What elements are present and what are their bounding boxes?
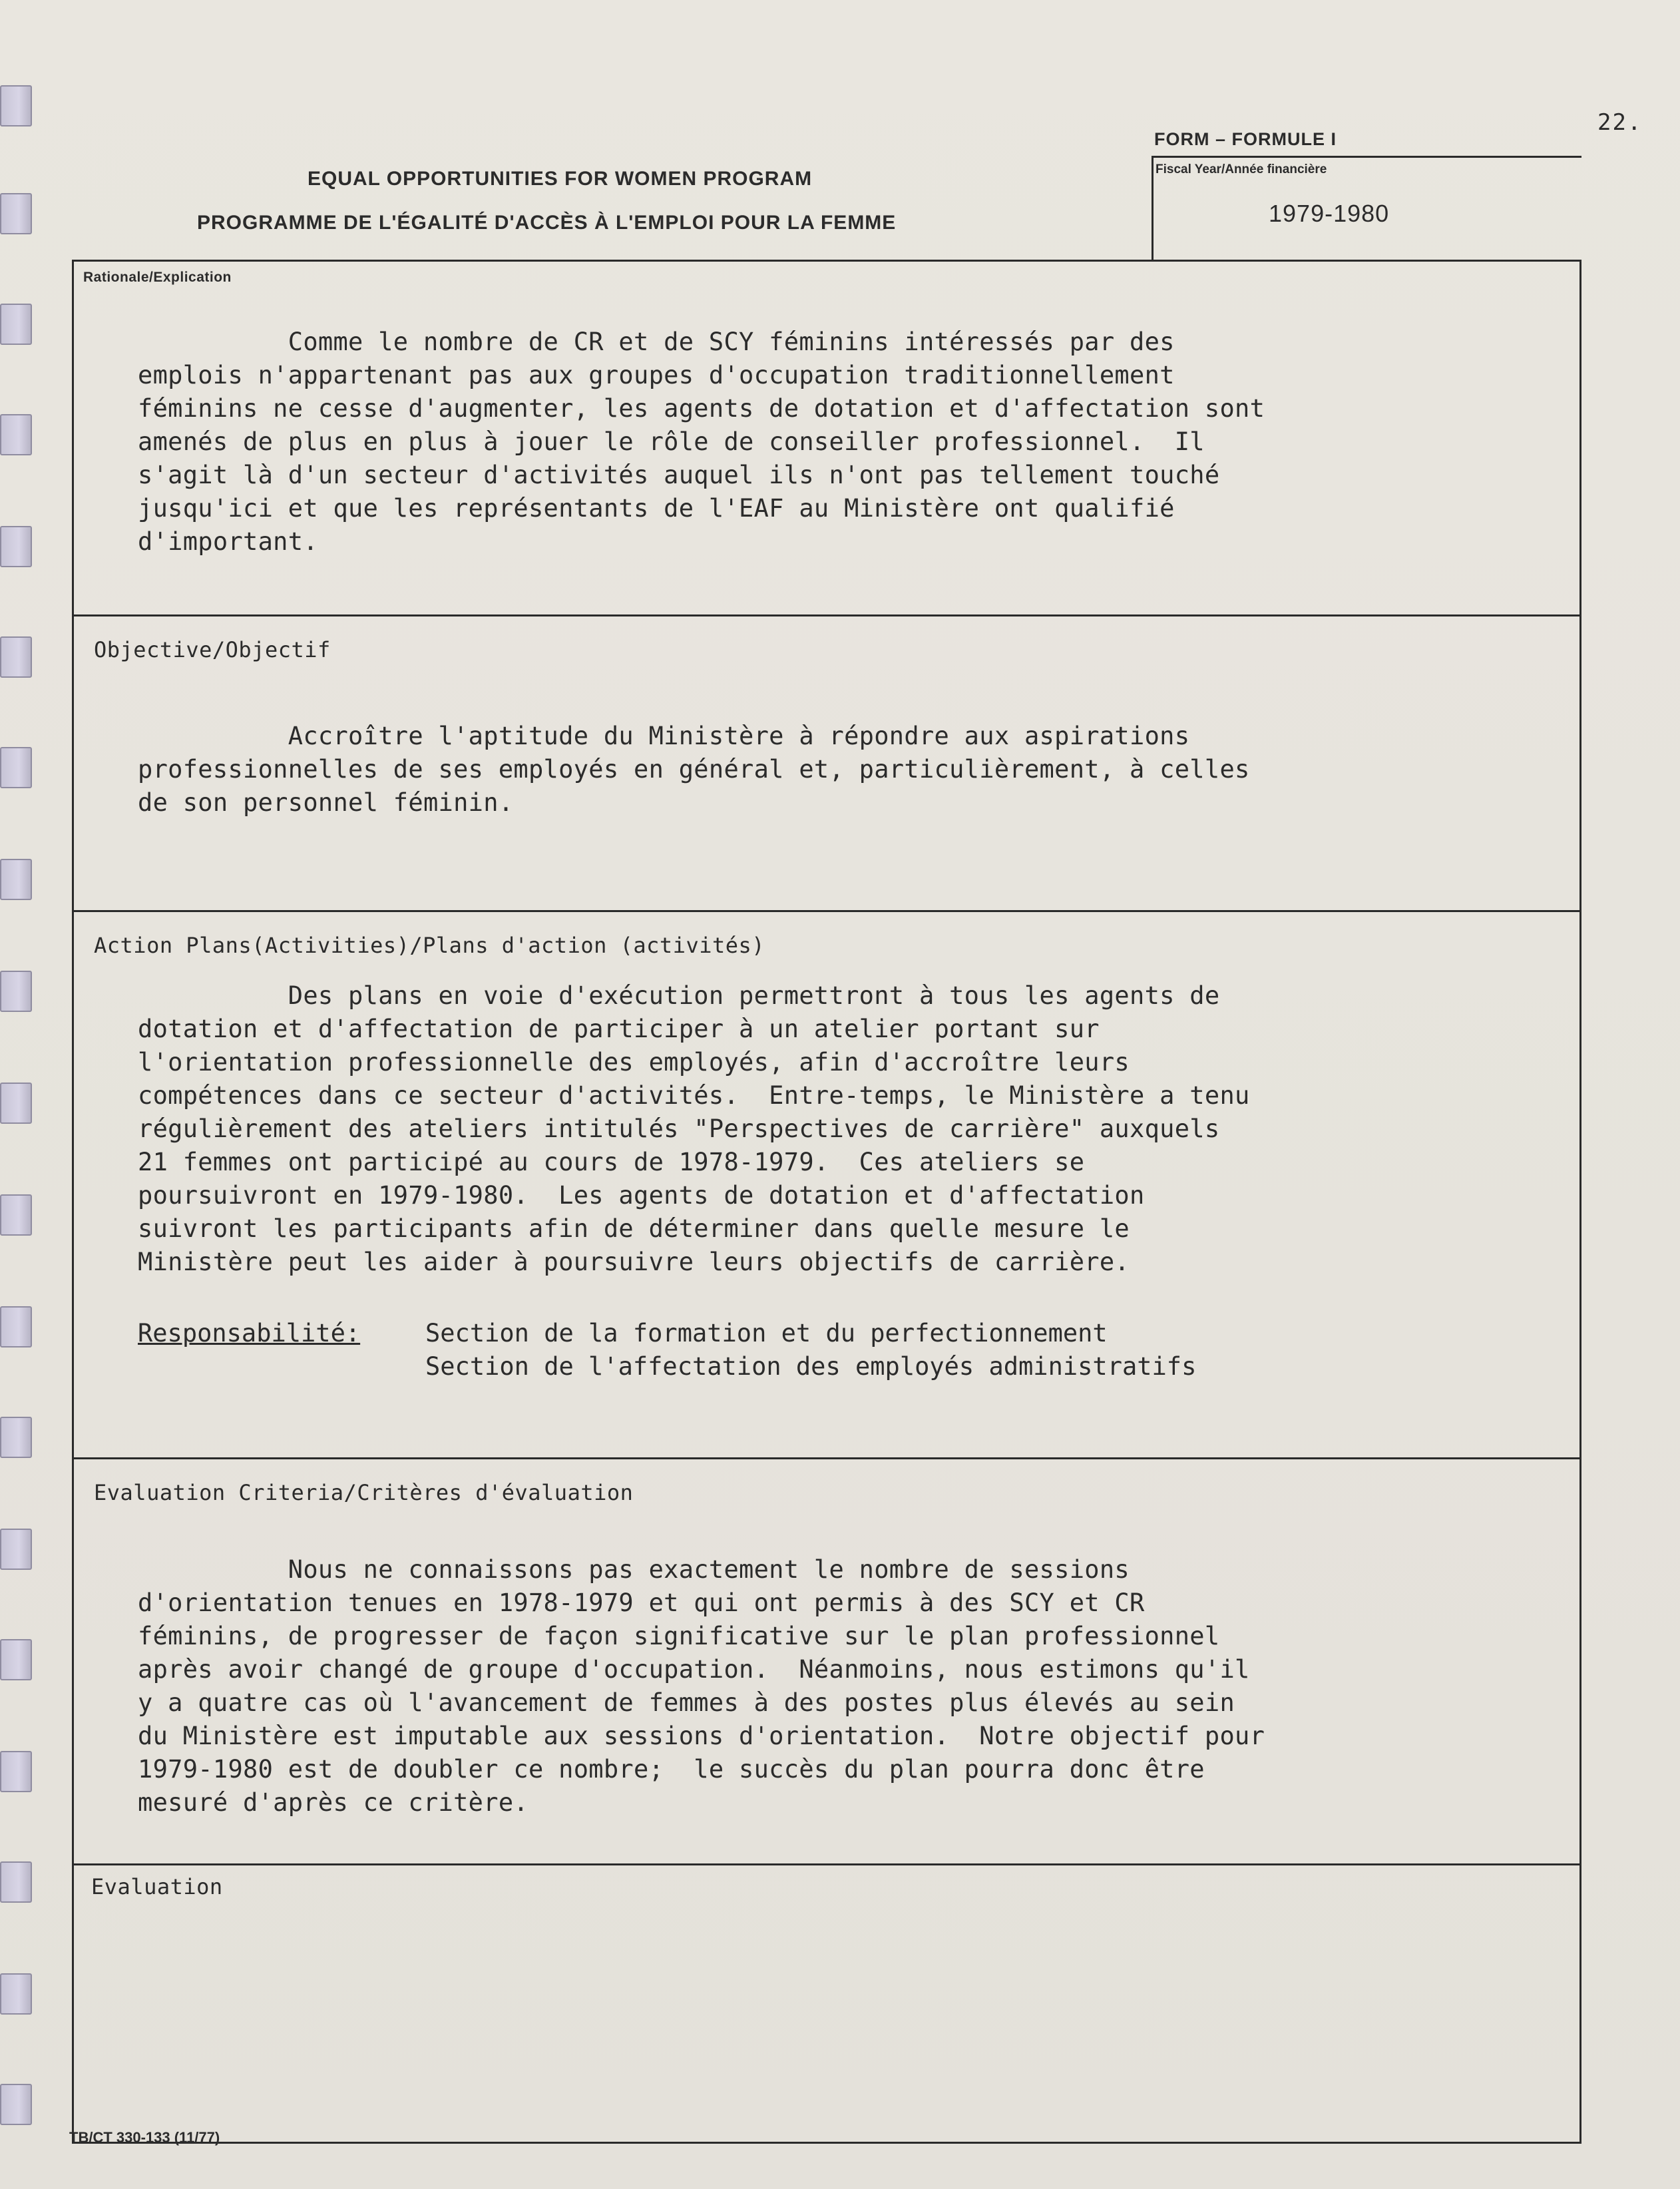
binder-ring: [0, 747, 32, 788]
section-divider: [74, 910, 1579, 912]
binder-ring: [0, 1083, 32, 1124]
binder-ring: [0, 859, 32, 900]
binder-ring: [0, 1529, 32, 1570]
divider: [1152, 156, 1581, 158]
binder-ring: [0, 1194, 32, 1236]
responsibility-line: Section de l'affectation des employés administratifs: [425, 1352, 1197, 1381]
action-plans-body: Des plans en voie d'exécution permettront à tous les agents de dotation et d'affectation de participer à un atelier portant sur l'orientation professionnelle des employés, afin d'accroître leurs compétences dans ce secteur d'activités. Entre-temps, le Ministère a tenu régulièrement des ateliers intitulés "Perspectives de carrière" auxquels 21 femmes ont participé au cours de 1978-1979. Ces ateliers se poursuivront en 1979-1980. Les agents de dotation et d'affectation suivront les participants afin de déterminer dans quelle mesure le Ministère peut les aider à poursuivre leurs objectifs de carrière.: [138, 981, 1250, 1276]
page-number: 22.: [1597, 109, 1643, 136]
binder-ring: [0, 1861, 32, 1903]
program-title-en: EQUAL OPPORTUNITIES FOR WOMEN PROGRAM: [308, 168, 813, 190]
section-divider: [74, 1457, 1579, 1459]
binder-ring: [0, 1639, 32, 1680]
binder-ring: [0, 1417, 32, 1458]
section-divider: [74, 1863, 1579, 1865]
binder-ring: [0, 636, 32, 678]
binder-ring: [0, 526, 32, 567]
rationale-body: Comme le nombre de CR et de SCY féminins intéressés par des emplois n'appartenant pas aux groupes d'occupation traditionnellement féminins ne cesse d'augmenter, les agents de dotation et d'affectation sont amenés de plus en plus à jouer le rôle de conseiller professionnel. Il s'agit là d'un secteur d'activités auquel ils n'ont pas tellement touché jusqu'ici et que les représentants de l'EAF au Ministère ont qualifié d'important.: [138, 328, 1265, 556]
form-frame: [72, 260, 1581, 2144]
form-code: TB/CT 330-133 (11/77): [69, 2129, 220, 2146]
binder-rings: [0, 0, 40, 2189]
divider: [1152, 156, 1154, 260]
binder-ring: [0, 193, 32, 234]
objective-body: Accroître l'aptitude du Ministère à répondre aux aspirations professionnelles de ses employés en général et, particulièrement, à celles de son personnel féminin.: [138, 722, 1250, 817]
binder-ring: [0, 85, 32, 126]
objective-heading: Objective/Objectif: [94, 637, 331, 662]
binder-ring: [0, 971, 32, 1012]
form-label: FORM – FORMULE I: [1154, 129, 1337, 149]
program-title-fr: PROGRAMME DE L'ÉGALITÉ D'ACCÈS À L'EMPLOI POUR LA FEMME: [197, 212, 897, 234]
binder-ring: [0, 304, 32, 345]
responsibility-label: Responsabilité:: [138, 1319, 361, 1347]
responsibility-line: Section de la formation et du perfectionnement: [425, 1319, 1108, 1347]
rationale-heading: Rationale/Explication: [83, 270, 232, 285]
action-plans-heading: Action Plans(Activities)/Plans d'action (activités): [94, 933, 765, 958]
fiscal-year-label: Fiscal Year/Année financière: [1155, 162, 1327, 176]
evaluation-criteria-body: Nous ne connaissons pas exactement le nombre de sessions d'orientation tenues en 1978-1979 et qui ont permis à des SCY et CR féminins, de progresser de façon significative sur le plan professionnel après avoir changé de groupe d'occupation. Néanmoins, nous estimons qu'il y a quatre cas où l'avancement de femmes à des postes plus élevés au sein du Ministère est imputable aux sessions d'orientation. Notre objectif pour 1979-1980 est de doubler ce nombre; le succès du plan pourra donc être mesuré d'après ce critère.: [138, 1555, 1265, 1817]
binder-ring: [0, 414, 32, 455]
evaluation-heading: Evaluation: [91, 1874, 223, 1899]
fiscal-year-value: 1979-1980: [1269, 200, 1390, 227]
section-divider: [74, 614, 1579, 616]
binder-ring: [0, 1973, 32, 2015]
binder-ring: [0, 1306, 32, 1347]
binder-ring: [0, 2084, 32, 2125]
form-info-box: [1152, 129, 1581, 260]
binder-ring: [0, 1751, 32, 1792]
evaluation-criteria-heading: Evaluation Criteria/Critères d'évaluation: [94, 1480, 634, 1505]
